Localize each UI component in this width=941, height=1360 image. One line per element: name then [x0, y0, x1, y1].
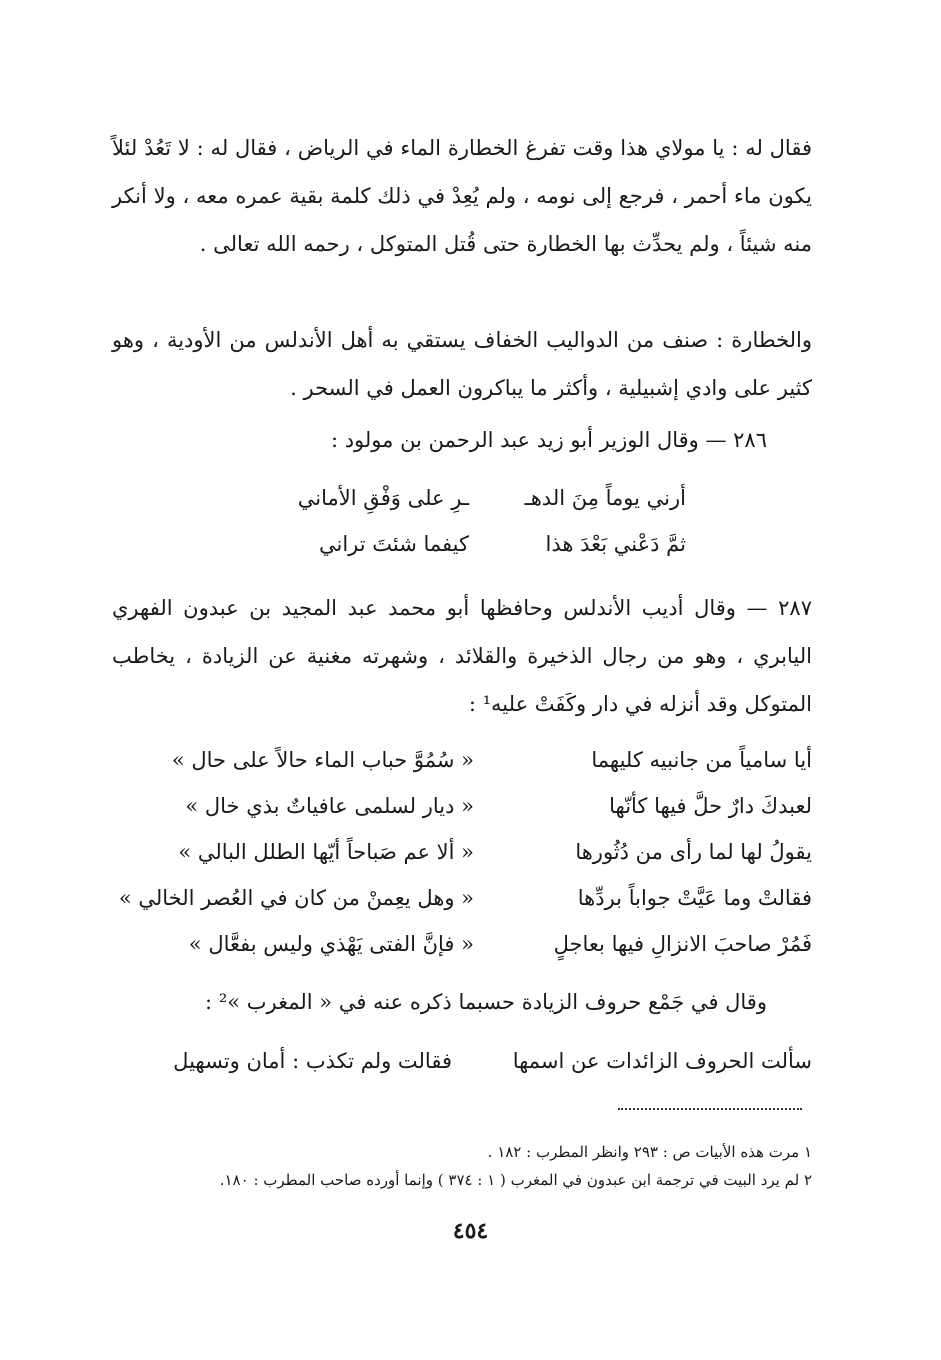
poem-287-verse: [112, 829, 812, 875]
poem-287-verse: [112, 737, 812, 783]
verse-first-hemistich: لعبدكَ دارٌ حلَّ فيها كأنّها: [609, 794, 812, 818]
verse-second-hemistich: « وهل يعِمنْ من كان في العُصر الخالي »: [118, 886, 474, 910]
footnote-separator: [618, 1108, 802, 1110]
footnote-1: ١ مرت هذه الأبيات ص : ٢٩٣ وانظر المطرب : ١٨٢ .: [487, 1143, 812, 1161]
entry-287-paragraph: ٢٨٧ — وقال أديب الأندلس وحافظها أبو محمد عبد المجيد بن عبدون الفهري اليابري ، وهو من رجال الذخيرة والقلائد ، وشهرته مغنية عن الزيادة ، يخاطب المتوكل وقد أنزله في دار وكَفَتْ عليه¹ :: [112, 596, 812, 716]
paragraph-story-end: فقال له : يا مولاي هذا وقت تفرغ الخطارة الماء في الرياض ، فقال له : لا تَعُدْ لئلاً يكون ماء أحمر ، فرجع إلى نومه ، ولم يُعِدْ في ذلك كلمة بقية عمره معه ، ولا أنكر منه شيئاً ، ولم يحدِّث بها الخطارة حتى قُتل المتوكل ، رحمه الله تعالى .: [112, 136, 812, 256]
verse-first-hemistich: سألت الحروف الزائدات عن اسمها: [512, 1049, 812, 1073]
verse-second-hemistich: « ديار لسلمى عافياتٌ بذي خال »: [185, 794, 474, 818]
poem-287-verse: [112, 921, 812, 967]
footnote-2: ٢ لم يرد البيت في ترجمة ابن عبدون في المغرب ( ١ : ٣٧٤ ) وإنما أورده صاحب المطرب : ١٨٠.: [219, 1171, 812, 1189]
verse-first-hemistich: فقالتْ وما عَيَّتْ جواباً بردِّها: [577, 886, 812, 910]
verse-first-hemistich: فَمُرْ صاحبَ الانزالِ فيها بعاجلٍ: [553, 932, 812, 956]
verse-second-hemistich: فقالت ولم تكذب : أمان وتسهيل: [173, 1049, 452, 1073]
final-verse: [112, 1038, 812, 1084]
poem-287-verse: [112, 875, 812, 921]
verse-second-hemistich: « سُمُوَّ حباب الماء حالاً على حال »: [171, 748, 474, 772]
page-number: ٤٥٤: [452, 1218, 489, 1244]
verse-first-hemistich: أيا سامياً من جانبيه كليهما: [591, 748, 812, 772]
verse-second-hemistich: « ألا عم صَباحاً أيّها الطلل البالي »: [178, 840, 474, 864]
verse-second-hemistich: ـرِ على وَفْقِ الأماني: [297, 486, 469, 510]
verse-second-hemistich: كيفما شئتَ تراني: [318, 532, 469, 556]
verse-first-hemistich: أرني يوماً مِنَ الدهـ: [524, 486, 686, 510]
verse-first-hemistich: يقولُ لها لما رأى من دُثُورها: [575, 840, 812, 864]
poem-286-verse: [112, 475, 812, 521]
paragraph-khattara-definition: والخطارة : صنف من الدواليب الخفاف يستقي به أهل الأندلس من الأودية ، وهو كثير على وادي إشبيلية ، وأكثر ما يباكرون العمل في السحر .: [112, 328, 812, 400]
poem-286-verse: [112, 521, 812, 567]
verse-second-hemistich: « فإنَّ الفتى يَهْذي وليس بفعَّال »: [188, 932, 474, 956]
entry-286-heading: ٢٨٦ — وقال الوزير أبو زيد عبد الرحمن بن مولود :: [330, 428, 767, 452]
verse-first-hemistich: ثمَّ دَعْني بَعْدَ هذا: [545, 532, 686, 556]
poem-287-verse: [112, 783, 812, 829]
intro-final-verse: وقال في جَمْع حروف الزيادة حسبما ذكره عنه في « المغرب »² :: [205, 990, 767, 1014]
